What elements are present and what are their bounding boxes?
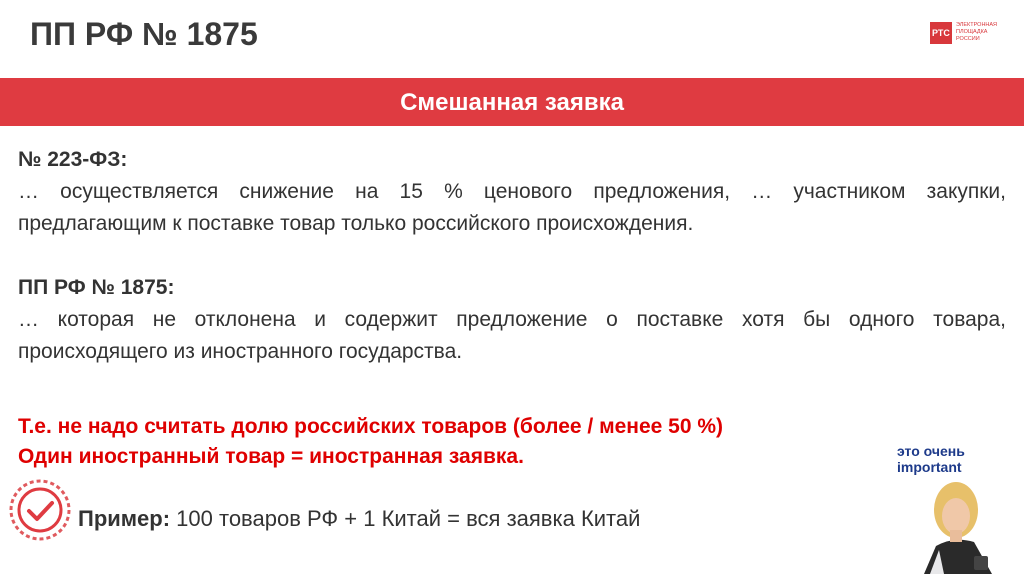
header bbox=[0, 0, 1024, 74]
section1-text: … осуществляется снижение на 15 % ценового предложения, … участником закупки, предлагающим к поставке товар только российского происхождения. bbox=[18, 180, 1006, 235]
highlight-line2: Один иностранный товар = иностранная заявка. bbox=[18, 445, 524, 468]
example-line bbox=[78, 506, 640, 532]
check-circle-icon bbox=[8, 478, 72, 542]
logo-mark: РТС bbox=[930, 22, 952, 44]
page-title: ПП РФ № 1875 bbox=[30, 16, 258, 52]
section2-text: … которая не отклонена и содержит предложение о поставке хотя бы одного товара, происходящего из иностранного государства. bbox=[18, 308, 1006, 363]
section1-heading: № 223-ФЗ: bbox=[18, 148, 128, 171]
logo bbox=[930, 20, 1000, 50]
logo-text: ЭЛЕКТРОННАЯ ПЛОЩАДКА РОССИИ bbox=[956, 22, 998, 42]
content bbox=[18, 144, 1006, 472]
section2-heading: ПП РФ № 1875: bbox=[18, 276, 175, 299]
section-banner bbox=[0, 78, 1024, 126]
presenter-video bbox=[884, 476, 1024, 574]
speaker-note bbox=[897, 443, 965, 475]
highlight-line1: Т.е. не надо считать долю российских товаров (более / менее 50 %) bbox=[18, 415, 724, 438]
banner-title: Смешанная заявка bbox=[400, 89, 624, 116]
example-label: Пример: bbox=[78, 506, 171, 531]
example-text: 100 товаров РФ + 1 Китай = вся заявка Китай bbox=[170, 506, 641, 531]
note-line1: это очень bbox=[897, 443, 965, 459]
note-line2: important bbox=[897, 459, 962, 475]
